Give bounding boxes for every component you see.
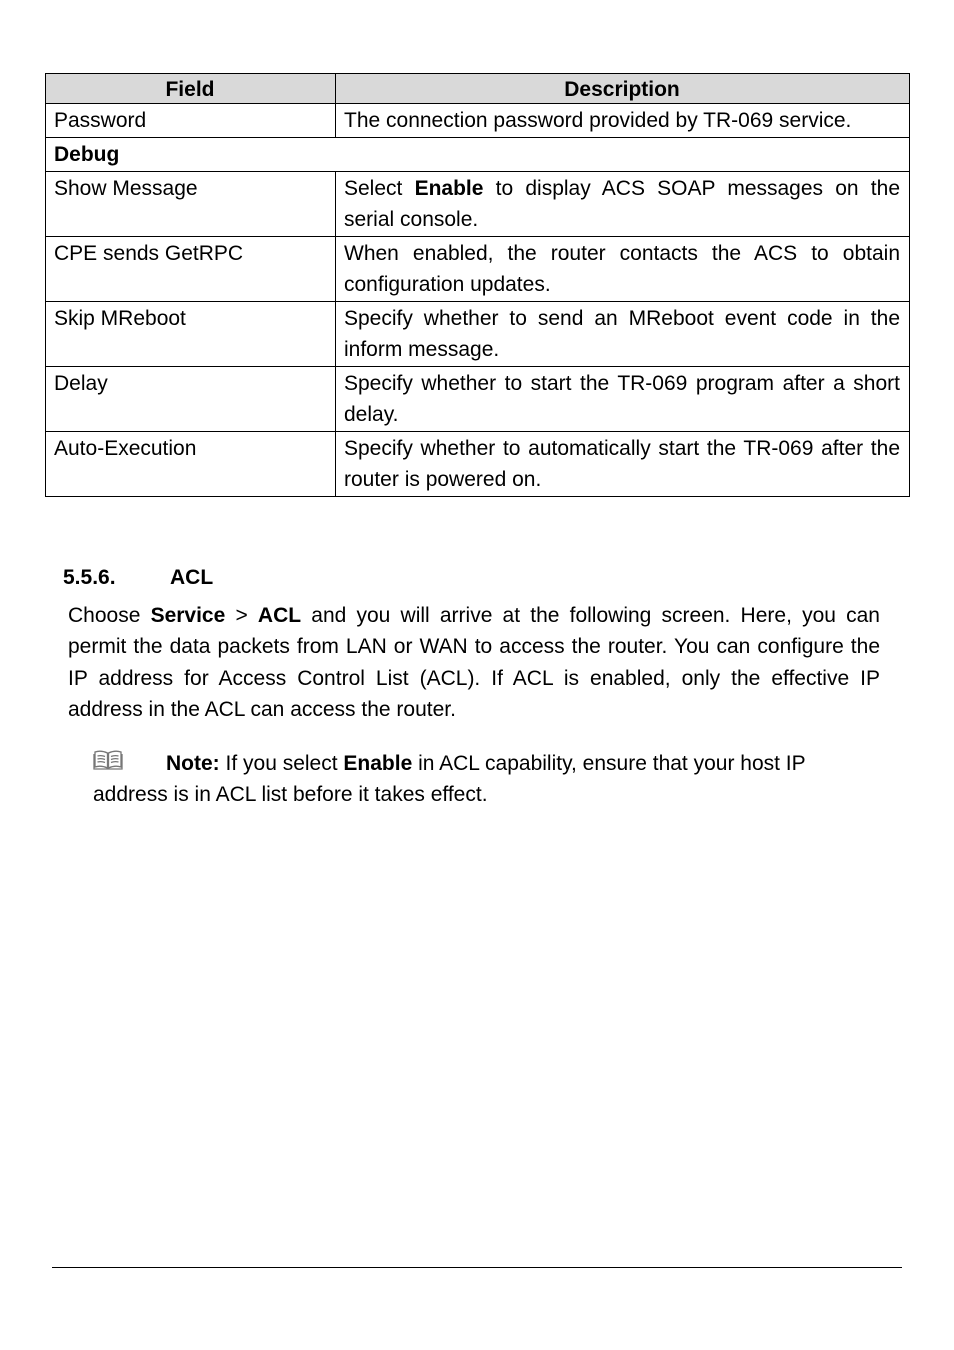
table-row [46,432,910,497]
table-row [46,172,910,237]
note-text: in ACL capability, ensure that your host IP address is in ACL list before it takes effect. [93,752,806,807]
enable-keyword: Enable [414,177,484,200]
book-icon [93,749,123,771]
footer-divider [52,1267,902,1268]
section-title: ACL [170,566,214,589]
description-text: to display ACS SOAP messages on the serial console. [344,177,901,231]
body-paragraph [68,600,880,725]
paragraph-text: > [225,604,258,627]
menu-acl: ACL [257,604,302,627]
description-cell: Specify whether to automatically start the TR-069 after the router is powered on. [336,432,910,497]
header-field: Field [46,74,336,104]
description-cell: Specify whether to start the TR-069 program after a short delay. [336,367,910,432]
field-cell: Delay [46,367,336,432]
section-number: 5.5.6. [63,566,116,589]
field-cell: CPE sends GetRPC [46,237,336,302]
field-cell: Password [46,104,336,138]
section-cell-debug: Debug [46,138,910,172]
description-cell [336,172,910,237]
field-description-table [45,73,910,497]
table-header-row [46,74,910,104]
field-cell: Skip MReboot [46,302,336,367]
description-cell: When enabled, the router contacts the ACS to obtain configuration updates. [336,237,910,302]
table-row [46,302,910,367]
table-row [46,104,910,138]
table-row [46,237,910,302]
enable-keyword: Enable [343,752,413,775]
description-text: Select [344,177,415,200]
header-description: Description [336,74,910,104]
description-cell: Specify whether to send an MReboot event code in the inform message. [336,302,910,367]
field-cell: Show Message [46,172,336,237]
menu-service: Service [150,604,226,627]
note-label: Note: [166,752,220,775]
description-cell: The connection password provided by TR-069 service. [336,104,910,138]
paragraph-text: and you will arrive at the following screen. Here, you can permit the data packets from LAN or WAN to access the router. You can configure the IP address for Access Control List (ACL). If ACL is enabled, only the effective IP address in the ACL can access the router. [68,604,880,721]
section-heading [63,562,213,594]
table-section-row [46,138,910,172]
note-text: If you select [219,752,344,775]
paragraph-text: Choose [68,604,151,627]
note [93,748,883,811]
table-row [46,367,910,432]
field-cell: Auto-Execution [46,432,336,497]
